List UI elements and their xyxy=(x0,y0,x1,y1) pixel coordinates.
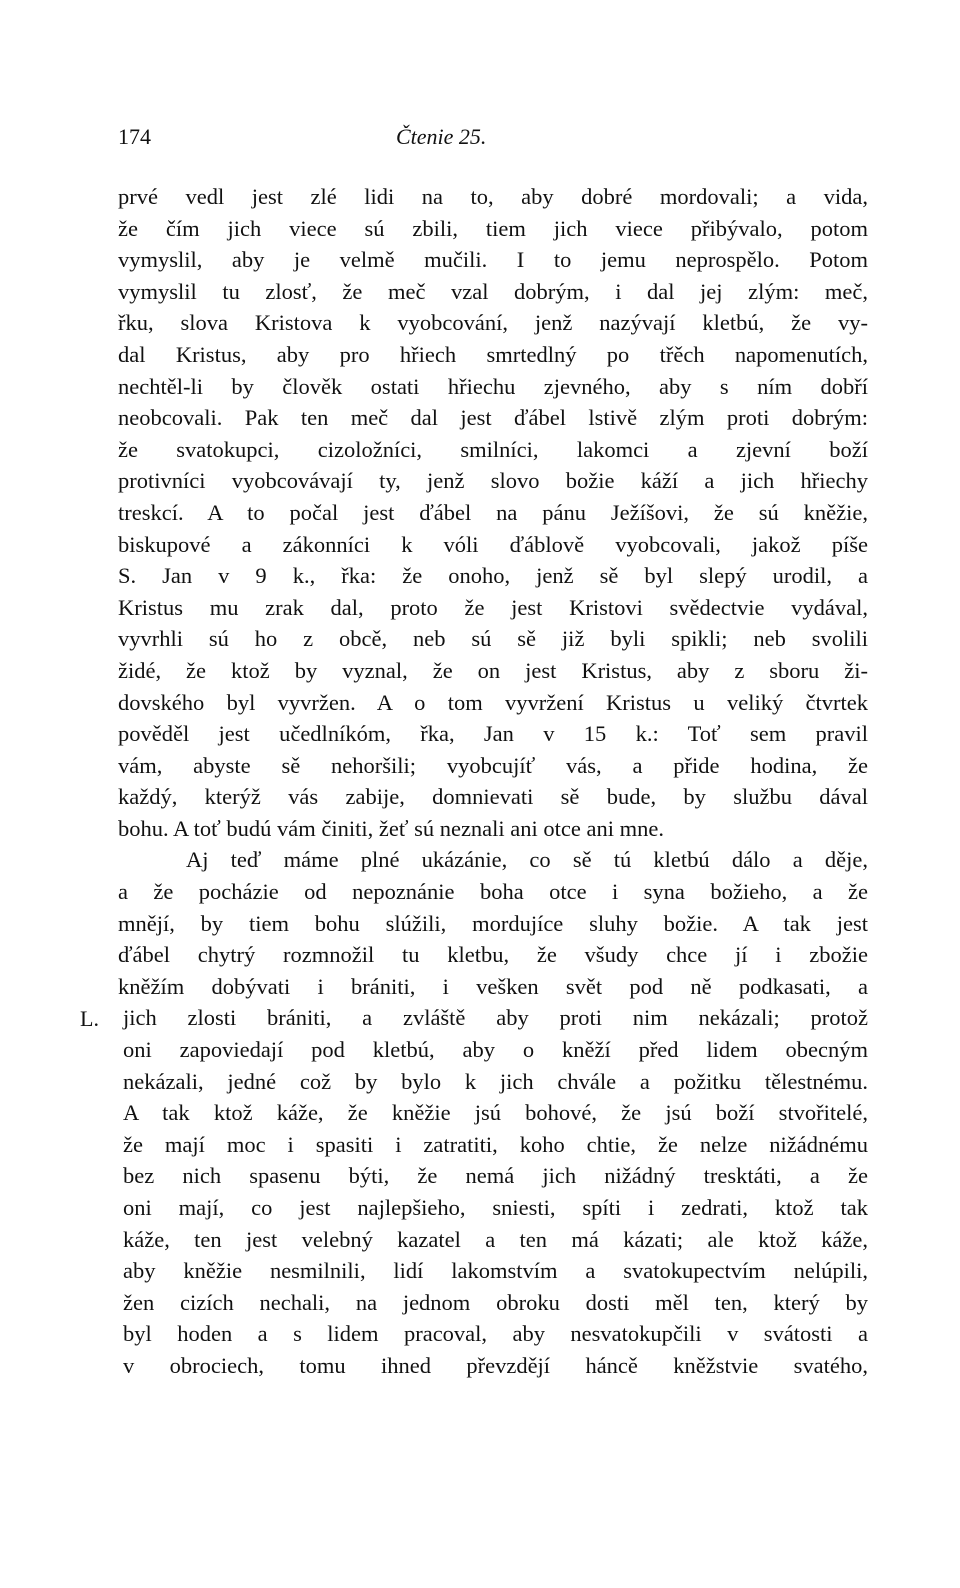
text-line: bez nich spasenu býti, že nemá jich nižádný tresktáti, a že xyxy=(123,1163,868,1189)
text-line: v obrociech, tomu ihned převzdějí háncě kněžstvie svatého, xyxy=(123,1352,868,1378)
text-line: biskupové a zákonníci k vóli ďáblově vyobcovali, jakož píše xyxy=(118,531,868,557)
text-line: vymyslil tu zlosť, že meč vzal dobrým, i dal jej zlým: meč, xyxy=(118,278,868,304)
body-text xyxy=(118,181,868,1382)
text-line: S. Jan v 9 k., řka: že onoho, jenž sě byl slepý urodil, a xyxy=(118,563,868,589)
text-line: dovského byl vyvržen. A o tom vyvržení Kristus u veliký čtvrtek xyxy=(118,689,868,715)
text-line: každý, kterýž vás zabije, domnievati sě bude, by službu dával xyxy=(118,784,868,810)
text-line: neobcovali. Pak ten meč dal jest ďábel lstivě zlým proti dobrým: xyxy=(118,405,868,431)
text-line: žen cizích nechali, na jednom obroku dosti měl ten, který by xyxy=(123,1289,868,1315)
text-line: ďábel chytrý rozmnožil tu kletbu, že všudy chce jí i zbožie xyxy=(118,942,868,968)
text-line: bohu. A toť budú vám činiti, žeť sú neznali ani otce ani mne. xyxy=(118,815,664,841)
text-line: že mají moc i spasiti i zatratiti, koho chtie, že nelze nižádnému xyxy=(123,1131,868,1157)
text-line: aby kněžie nesmilnili, lidí lakomstvím a svatokupectvím nelúpili, xyxy=(123,1258,868,1284)
text-line: vyvrhli sú ho z obcě, neb sú sě již byli spikli; neb svolili xyxy=(118,626,868,652)
text-line: Kristus mu zrak dal, proto že jest Kristovi svědectvie vydával, xyxy=(118,594,868,620)
text-line: mnějí, by tiem bohu slúžili, mordujíce sluhy božie. A tak jest xyxy=(118,910,868,936)
running-head: Čtenie 25. xyxy=(396,124,487,149)
text-line: prvé vedl jest zlé lidi na to, aby dobré mordovali; a vida, xyxy=(118,184,868,209)
text-line: oni mají, co jest najlepšieho, sniesti, spíti i zedrati, ktož tak xyxy=(123,1195,868,1220)
text-line: byl hoden a s lidem pracoval, aby nesvatokupčili v svátosti a xyxy=(123,1321,868,1347)
text-line: oni zapoviedají pod kletbú, aby o kněží před lidem obecným xyxy=(123,1037,868,1063)
text-line: vymyslil, aby je velmě mučili. I to jemu neprospělo. Potom xyxy=(118,247,868,273)
text-line: vám, abyste sě nehoršili; vyobcujíť vás, a přide hodina, že xyxy=(118,752,868,778)
text-line: řku, slova Kristova k vyobcování, jenž nazývají kletbú, že vy- xyxy=(118,310,868,336)
text-line: že čím jich viece sú zbili, tiem jich viece přibývalo, potom xyxy=(118,215,868,241)
text-line: nekázali, jedné což by bylo k jich chvále a požitku tělestnému. xyxy=(123,1068,868,1094)
page-number: 174 xyxy=(118,124,151,149)
text-line: že svatokupci, cizoložníci, smilníci, lakomci a zjevní boží xyxy=(118,436,868,462)
paragraph-start-line: Aj teď máme plné ukázánie, co sě tú kletbú dálo a děje, xyxy=(186,847,868,873)
text-line: káže, ten jest velebný kazatel a ten má kázati; ale ktož káže, xyxy=(123,1226,868,1252)
text-line: židé, že ktož by vyznal, že on jest Kristus, aby z sboru ži- xyxy=(118,657,868,683)
text-line: kněžím dobývati i brániti, i vešken svět pod ně podkasati, a xyxy=(118,973,868,999)
text-line: pověděl jest učedlníkóm, řka, Jan v 15 k.: Toť sem pravil xyxy=(118,721,868,747)
text-line: treskcí. A to počal jest ďábel na pánu Ježíšovi, že sú kněžie, xyxy=(118,499,868,525)
text-line: jich zlosti brániti, a zvláště aby proti nim nekázali; protož xyxy=(123,1005,868,1031)
page-header xyxy=(118,120,878,154)
text-line: protivníci vyobcovávají ty, jenž slovo božie káží a jich hřiechy xyxy=(118,468,868,494)
text-line: nechtěl-li by člověk ostati hřiechu zjevného, aby s ním dobří xyxy=(118,373,868,399)
text-line: a že pocházie od nepoznánie boha otce i syna božieho, a že xyxy=(118,879,868,905)
text-line: dal Kristus, aby pro hřiech smrtedlný po třěch napomenutích, xyxy=(118,341,868,367)
text-line: A tak ktož káže, že kněžie jsú bohové, že jsú boží stvořitelé, xyxy=(123,1100,868,1126)
margin-note: L. xyxy=(80,1006,99,1031)
